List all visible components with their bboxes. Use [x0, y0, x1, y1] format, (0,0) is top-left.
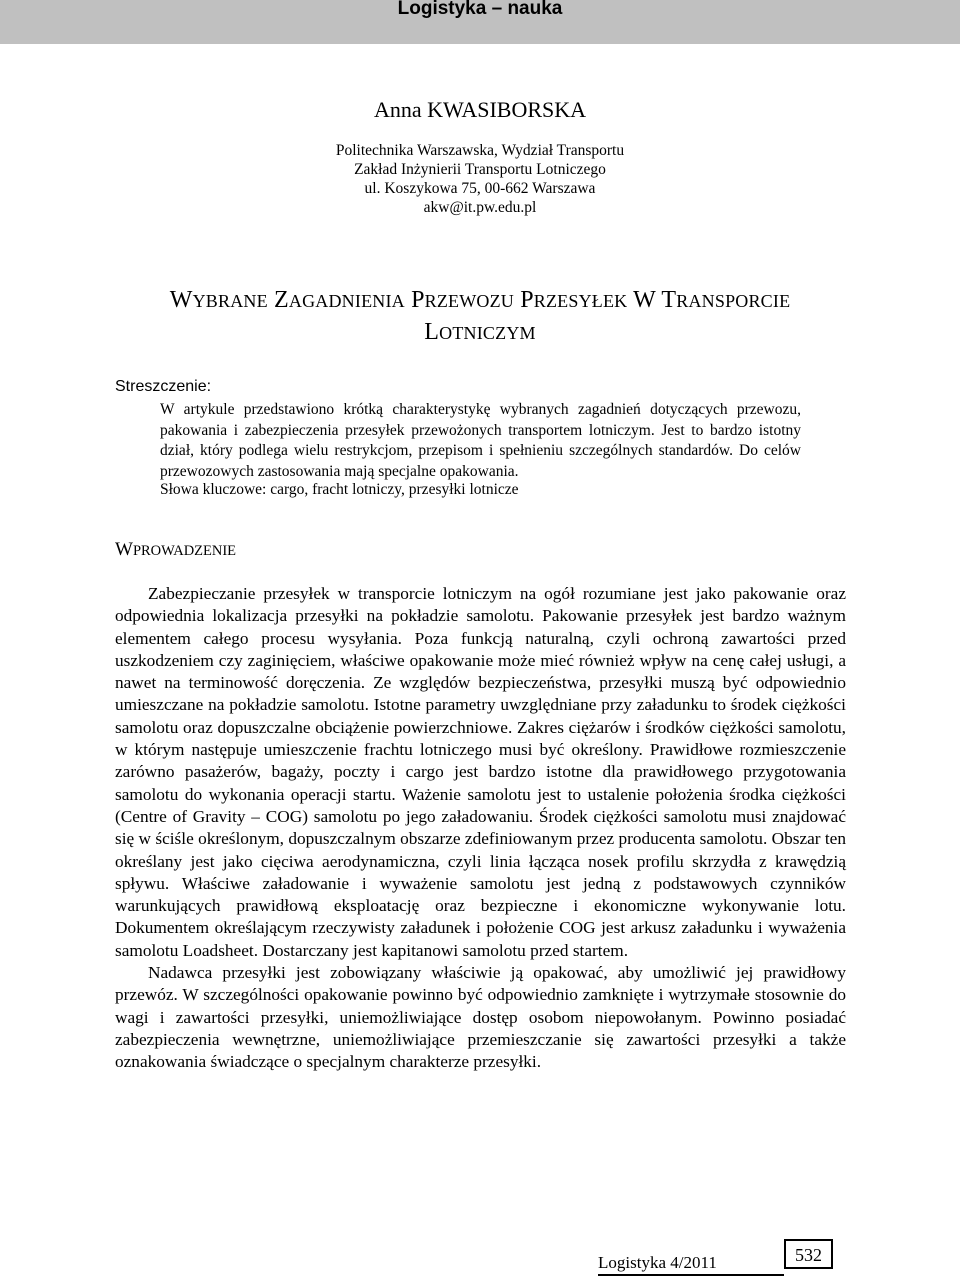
title-line-1: WYBRANE ZAGADNIENIA PRZEWOZU PRZESYŁEK W TRANSPORCIE — [169, 287, 791, 313]
affiliation-line: Zakład Inżynierii Transportu Lotniczego — [354, 161, 606, 178]
paragraph: Zabezpieczanie przesyłek w transporcie lotniczym na ogół rozumiane jest jako pakowanie oraz odpowiednia lokalizacja przesyłki na pokładzie samolotu. Pakowanie przesyłek jest bardzo ważnym elementem całego procesu wysyłania. Poza funkcją naturalną, czyli ochroną zawartości przed uszkodzeniem czy zaginięciem, właściwe opakowanie może mieć również wpływ na cenę całej usługi, a nawet na terminowość doręczenia. Ze względów bezpieczeństwa, przesyłki muszą być odpowiednio umieszczane na pokładzie samolotu. Istotne parametry uwzględniane przy załadunku to środek ciężkości samolotu oraz dopuszczalne obciążenie powierzchniowe. Zakres ciężarów i środków ciężkości samolotu, w którym następuje umieszczenie frachtu lotniczego musi być określony. Prawidłowe rozmieszczenie zarówno pasażerów, bagaży, poczty i cargo jest bardzo istotne dla prawidłowego przygotowania samolotu do wykonania operacji startu. Ważenie samolotu jest to ustalenie położenia środka ciężkości (Centre of Gravity – COG) samolotu po jego załadowaniu. Środek ciężkości samolotu musi znajdować się w ściśle określonym, dopuszczalnym obszarze zdefiniowanym przez producenta samolotu. Obszar ten określany jest jako cięciwa aerodynamiczna, czyli linia łącząca nosek profilu skrzydła z krawędzią spływu. Właściwe załadowanie i wyważenie samolotu jest jedną z podstawowych czynników warunkujących prawidłową eksploatację oraz bezpieczne i ekonomiczne wykonywanie lotu. Dokumentem określającym rzeczywisty załadunek i położenie COG jest arkusz załadunku i wyważenia samolotu Loadsheet. Dostarczany jest kapitanowi samolotu przed startem. — [115, 584, 846, 960]
page-number: 532 — [784, 1239, 833, 1269]
abstract-text: W artykule przedstawiono krótką charakterystykę wybranych zagadnień dotyczących przewozu, pakowania i zabezpieczenia przesyłek przewożonych transportem lotniczym. Jest to bardzo istotny dział, który podlega wielu restrykcjom, przepisom i spełnieniu szczególnych standardów. Do celów przewozowych zastosowania mają specjalne opakowania. — [160, 401, 801, 481]
affiliation-line: Politechnika Warszawska, Wydział Transportu — [335, 142, 625, 159]
section-heading: WPROWADZENIE — [115, 539, 237, 560]
title-line-2: LOTNICZYM — [424, 319, 536, 345]
affiliation — [0, 141, 960, 217]
paragraph: Nadawca przesyłki jest zobowiązany właściwie ją opakować, aby umożliwić jej prawidłowy przewóz. W szczególności opakowanie powinno być odpowiednio zamknięte i wytrzymałe stosownie do wagi i zawartości przesyłki, uniemożliwiające dostęp osobom niepowołanym. Powinno posiadać zabezpieczenia wewnętrzne, uniemożliwiające przemieszczanie się zawartości przesyłki a także oznakowania świadczące o specjalnym charakterze przesyłki. — [115, 963, 846, 1072]
body-text — [115, 583, 846, 1074]
paper-title — [0, 285, 960, 349]
keywords: Słowa kluczowe: cargo, fracht lotniczy, przesyłki lotnicze — [160, 481, 519, 498]
author-name: Anna KWASIBORSKA — [373, 97, 587, 122]
author-email: akw@it.pw.edu.pl — [423, 199, 537, 216]
journal-header: Logistyka – nauka — [397, 0, 563, 19]
affiliation-line: ul. Koszykowa 75, 00-662 Warszawa — [364, 180, 596, 197]
abstract-label: Streszczenie: — [115, 378, 212, 395]
footer-journal-issue: Logistyka 4/2011 — [598, 1253, 717, 1272]
